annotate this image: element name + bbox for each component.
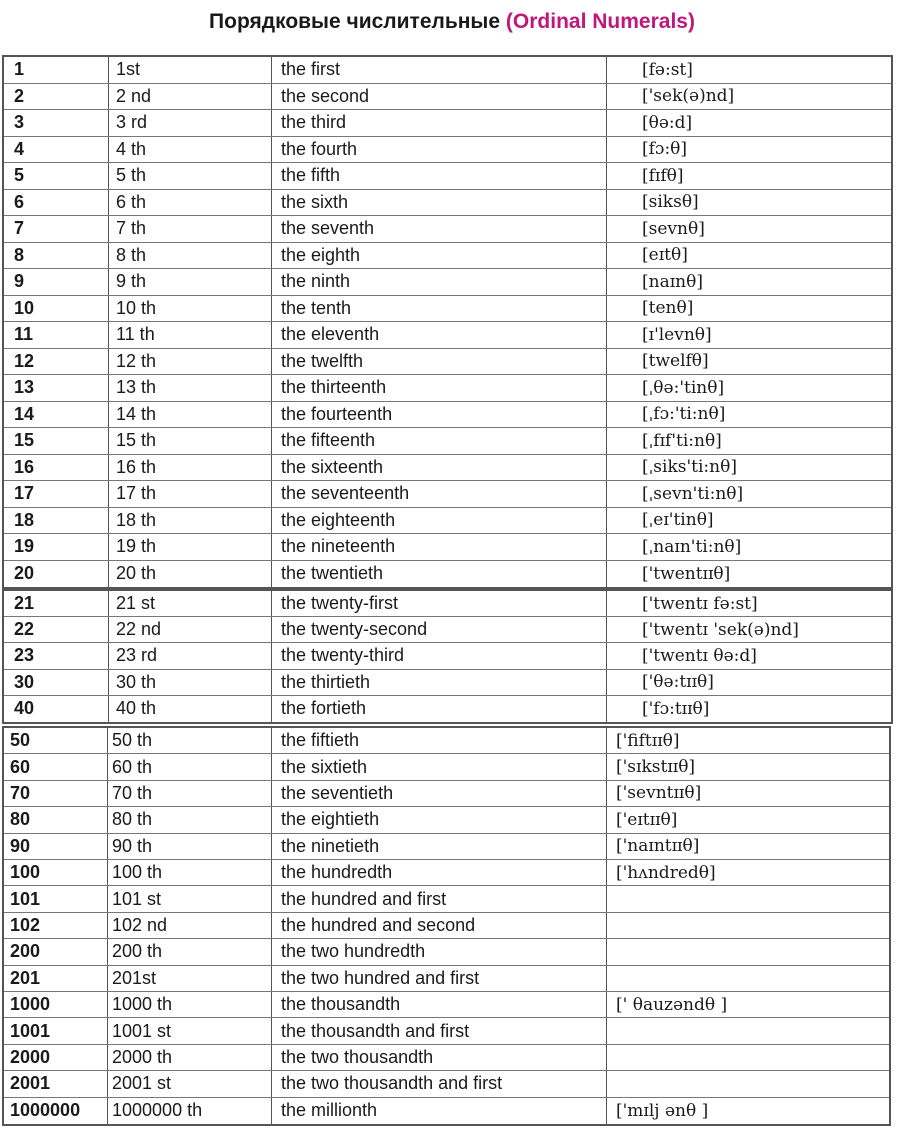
- ordinal-abbreviation: 15 th: [116, 430, 157, 451]
- table-row: [4, 428, 891, 455]
- table-row: [4, 296, 891, 323]
- ordinal-abbreviation: 90 th: [112, 835, 153, 856]
- cardinal-number: 5: [14, 165, 25, 186]
- ordinal-abbreviation: 7 th: [116, 218, 147, 239]
- ordinal-word: the twelfth: [281, 350, 364, 371]
- cardinal-number: 200: [10, 941, 41, 962]
- title-english: (Ordinal Numerals): [505, 10, 695, 33]
- cardinal-number: 2: [14, 85, 25, 106]
- ordinal-word: the third: [281, 112, 347, 133]
- ordinal-abbreviation: 200 th: [112, 941, 163, 962]
- cardinal-number: 3: [14, 112, 25, 133]
- ordinal-abbreviation: 201st: [112, 967, 157, 988]
- table-row: [4, 966, 889, 992]
- ordinal-word: the fortieth: [281, 698, 367, 719]
- ordinal-abbreviation: 16 th: [116, 456, 157, 477]
- cardinal-number: 19: [14, 536, 35, 557]
- ordinal-word: the ninetieth: [281, 835, 380, 856]
- ordinal-abbreviation: 14 th: [116, 403, 157, 424]
- transcription: ['eɪtɪɪθ]: [616, 809, 678, 830]
- transcription: ['fɔ:tɪɪθ]: [642, 698, 710, 719]
- ordinal-word: the seventeenth: [281, 483, 410, 504]
- table-row: [4, 1098, 889, 1124]
- ordinal-abbreviation: 6 th: [116, 191, 147, 212]
- ordinal-abbreviation: 19 th: [116, 536, 157, 557]
- table-block-2: [2, 589, 893, 724]
- ordinal-abbreviation: 12 th: [116, 350, 157, 371]
- ordinal-abbreviation: 101 st: [112, 888, 162, 909]
- cardinal-number: 17: [14, 483, 35, 504]
- ordinal-abbreviation: 5 th: [116, 165, 147, 186]
- title-russian: Порядковые числительные: [209, 10, 501, 33]
- transcription: [fɪfθ]: [642, 165, 684, 186]
- ordinal-abbreviation: 102 nd: [112, 914, 168, 935]
- ordinal-word: the sixteenth: [281, 456, 384, 477]
- table-row: [4, 781, 889, 807]
- ordinal-word: the fourteenth: [281, 403, 393, 424]
- ordinal-word: the hundred and second: [281, 914, 476, 935]
- transcription: [ˌsevn'ti:nθ]: [642, 483, 744, 504]
- ordinal-word: the seventieth: [281, 782, 394, 803]
- transcription: [ˌfɪf'ti:nθ]: [642, 430, 722, 451]
- ordinal-abbreviation: 50 th: [112, 730, 153, 751]
- ordinal-abbreviation: 1000 th: [112, 994, 173, 1015]
- cardinal-number: 15: [14, 430, 35, 451]
- ordinal-word: the fifth: [281, 165, 341, 186]
- ordinal-word: the two thousandth: [281, 1046, 434, 1067]
- ordinal-abbreviation: 30 th: [116, 671, 157, 692]
- table-row: [4, 834, 889, 860]
- ordinal-abbreviation: 1st: [116, 59, 141, 80]
- cardinal-number: 22: [14, 619, 35, 640]
- transcription: [fɔ:θ]: [642, 139, 688, 160]
- ordinal-word: the fifteenth: [281, 430, 376, 451]
- ordinal-abbreviation: 1001 st: [112, 1020, 172, 1041]
- cardinal-number: 102: [10, 914, 41, 935]
- transcription: ['mɪlj ənθ ]: [616, 1100, 709, 1121]
- cardinal-number: 90: [10, 835, 31, 856]
- table-row: [4, 886, 889, 912]
- cardinal-number: 16: [14, 456, 35, 477]
- table-row: [4, 84, 891, 111]
- cardinal-number: 6: [14, 191, 25, 212]
- ordinal-abbreviation: 23 rd: [116, 645, 158, 666]
- transcription: [twelfθ]: [642, 351, 709, 372]
- table-row: [4, 375, 891, 402]
- transcription: ['naɪntɪɪθ]: [616, 836, 700, 857]
- transcription: [tenθ]: [642, 298, 694, 319]
- cardinal-number: 1000000: [10, 1100, 81, 1121]
- table-row: [4, 137, 891, 164]
- cardinal-number: 4: [14, 138, 25, 159]
- table-row: [4, 508, 891, 535]
- ordinal-word: the second: [281, 85, 370, 106]
- transcription: ['sek(ə)nd]: [642, 86, 735, 107]
- ordinal-abbreviation: 2001 st: [112, 1073, 172, 1094]
- table-row: [4, 455, 891, 482]
- cardinal-number: 10: [14, 297, 35, 318]
- transcription: ['sevntɪɪθ]: [616, 783, 702, 804]
- transcription: [ɪ'levnθ]: [642, 324, 712, 345]
- ordinal-abbreviation: 10 th: [116, 297, 157, 318]
- ordinal-abbreviation: 70 th: [112, 782, 153, 803]
- ordinal-word: the twentieth: [281, 563, 384, 584]
- table-row: [4, 696, 891, 722]
- ordinal-word: the thousandth: [281, 994, 401, 1015]
- transcription: ['twentɪ θə:d]: [642, 645, 757, 666]
- ordinal-word: the eleventh: [281, 324, 380, 345]
- table-row: [4, 216, 891, 243]
- table-row: [4, 269, 891, 296]
- ordinal-abbreviation: 2 nd: [116, 85, 152, 106]
- transcription: [' θauzəndθ ]: [616, 994, 728, 1015]
- cardinal-number: 101: [10, 888, 41, 909]
- cardinal-number: 201: [10, 967, 41, 988]
- transcription: ['twentɪɪθ]: [642, 563, 731, 584]
- ordinal-word: the eightieth: [281, 809, 380, 830]
- cardinal-number: 80: [10, 809, 31, 830]
- transcription: [fə:st]: [642, 59, 693, 80]
- ordinal-abbreviation: 13 th: [116, 377, 157, 398]
- ordinal-abbreviation: 9 th: [116, 271, 147, 292]
- ordinal-word: the two hundredth: [281, 941, 426, 962]
- ordinal-word: the two thousandth and first: [281, 1073, 503, 1094]
- ordinal-word: the thousandth and first: [281, 1020, 470, 1041]
- ordinal-abbreviation: 8 th: [116, 244, 147, 265]
- ordinal-abbreviation: 4 th: [116, 138, 147, 159]
- ordinal-word: the eighteenth: [281, 509, 396, 530]
- ordinal-word: the thirtieth: [281, 671, 371, 692]
- transcription: [siksθ]: [642, 192, 699, 213]
- transcription: ['hʌndredθ]: [616, 862, 716, 883]
- ordinal-word: the thirteenth: [281, 377, 387, 398]
- table-row: [4, 110, 891, 137]
- table-row: [4, 349, 891, 376]
- table-row: [4, 728, 889, 754]
- ordinal-abbreviation: 20 th: [116, 563, 157, 584]
- cardinal-number: 1: [14, 59, 25, 80]
- transcription: ['sɪkstɪɪθ]: [616, 757, 696, 778]
- ordinal-abbreviation: 22 nd: [116, 619, 162, 640]
- transcription: [ˌnaɪn'ti:nθ]: [642, 536, 742, 557]
- transcription: ['twentɪ 'sek(ə)nd]: [642, 619, 799, 640]
- table-row: [4, 57, 891, 84]
- transcription: [θə:d]: [642, 112, 693, 133]
- table-row: [4, 1071, 889, 1097]
- transcription: [ˌfɔ:'ti:nθ]: [642, 404, 726, 425]
- ordinal-abbreviation: 11 th: [116, 324, 155, 345]
- table-block-3: [2, 726, 891, 1126]
- transcription: [eɪtθ]: [642, 245, 688, 266]
- ordinal-word: the twenty-third: [281, 645, 405, 666]
- transcription: [ˌsiks'ti:nθ]: [642, 457, 737, 478]
- cardinal-number: 30: [14, 671, 35, 692]
- cardinal-number: 60: [10, 756, 31, 777]
- table-row: [4, 670, 891, 696]
- ordinal-abbreviation: 1000000 th: [112, 1100, 203, 1121]
- table-row: [4, 243, 891, 270]
- cardinal-number: 1001: [10, 1020, 51, 1041]
- cardinal-number: 100: [10, 862, 41, 883]
- table-row: [4, 402, 891, 429]
- table-row: [4, 939, 889, 965]
- cardinal-number: 7: [14, 218, 25, 239]
- table-row: [4, 322, 891, 349]
- cardinal-number: 8: [14, 244, 25, 265]
- table-row: [4, 163, 891, 190]
- cardinal-number: 11: [14, 324, 34, 345]
- table-row: [4, 591, 891, 617]
- cardinal-number: 14: [14, 403, 35, 424]
- transcription: [ˌθə:'tinθ]: [642, 377, 725, 398]
- ordinal-word: the eighth: [281, 244, 361, 265]
- ordinal-word: the twenty-first: [281, 593, 399, 614]
- table-row: [4, 992, 889, 1018]
- ordinal-word: the hundred and first: [281, 888, 447, 909]
- table-row: [4, 190, 891, 217]
- ordinal-abbreviation: 17 th: [116, 483, 157, 504]
- cardinal-number: 1000: [10, 994, 51, 1015]
- ordinal-abbreviation: 3 rd: [116, 112, 148, 133]
- cardinal-number: 50: [10, 730, 31, 751]
- cardinal-number: 40: [14, 698, 35, 719]
- cardinal-number: 2000: [10, 1046, 51, 1067]
- cardinal-number: 23: [14, 645, 35, 666]
- table-row: [4, 481, 891, 508]
- table-row: [4, 1018, 889, 1044]
- cardinal-number: 18: [14, 509, 35, 530]
- table-row: [4, 617, 891, 643]
- transcription: [ˌeɪ'tinθ]: [642, 510, 714, 531]
- ordinal-word: the nineteenth: [281, 536, 396, 557]
- table-row: [4, 1045, 889, 1071]
- transcription: ['fiftɪɪθ]: [616, 730, 680, 751]
- table-row: [4, 860, 889, 886]
- table-row: [4, 534, 891, 561]
- ordinal-word: the fiftieth: [281, 730, 360, 751]
- ordinal-word: the sixtieth: [281, 756, 368, 777]
- ordinal-abbreviation: 60 th: [112, 756, 153, 777]
- cardinal-number: 2001: [10, 1073, 51, 1094]
- cardinal-number: 20: [14, 563, 35, 584]
- table-block-1: [2, 55, 893, 589]
- ordinal-abbreviation: 100 th: [112, 862, 163, 883]
- table-row: [4, 643, 891, 669]
- ordinal-abbreviation: 40 th: [116, 698, 157, 719]
- table-row: [4, 807, 889, 833]
- ordinal-abbreviation: 2000 th: [112, 1046, 173, 1067]
- ordinal-word: the ninth: [281, 271, 351, 292]
- ordinal-word: the first: [281, 59, 341, 80]
- table-row: [4, 913, 889, 939]
- page-title: [0, 10, 904, 34]
- table-row: [4, 561, 891, 588]
- ordinal-word: the hundredth: [281, 862, 393, 883]
- cardinal-number: 12: [14, 350, 35, 371]
- ordinal-word: the tenth: [281, 297, 352, 318]
- cardinal-number: 21: [14, 593, 35, 614]
- ordinal-abbreviation: 18 th: [116, 509, 157, 530]
- ordinal-word: the two hundred and first: [281, 967, 480, 988]
- cardinal-number: 13: [14, 377, 35, 398]
- ordinal-word: the sixth: [281, 191, 349, 212]
- table-row: [4, 754, 889, 780]
- transcription: ['twentɪ fə:st]: [642, 593, 758, 614]
- ordinal-word: the seventh: [281, 218, 375, 239]
- ordinal-word: the millionth: [281, 1100, 378, 1121]
- ordinal-abbreviation: 80 th: [112, 809, 153, 830]
- ordinal-word: the twenty-second: [281, 619, 428, 640]
- cardinal-number: 9: [14, 271, 25, 292]
- transcription: [naɪnθ]: [642, 271, 703, 292]
- transcription: ['θə:tɪɪθ]: [642, 672, 714, 693]
- transcription: [sevnθ]: [642, 218, 705, 239]
- ordinal-abbreviation: 21 st: [116, 593, 156, 614]
- ordinal-word: the fourth: [281, 138, 358, 159]
- cardinal-number: 70: [10, 782, 31, 803]
